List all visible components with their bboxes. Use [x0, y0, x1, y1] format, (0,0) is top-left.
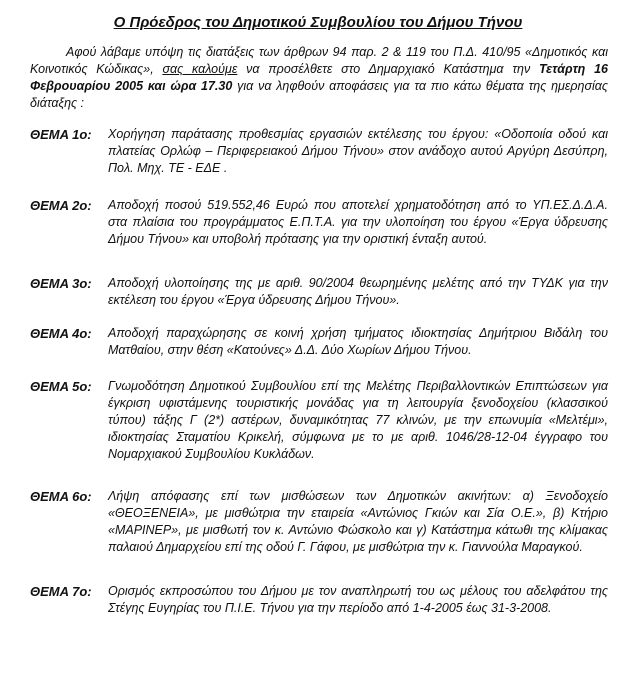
agenda-item-label: ΘΕΜΑ 2ο:	[30, 198, 92, 213]
intro-text-3: για να ληφθούν αποφάσεις για τα πιο κάτω θέματα της ημερησίας διάταξης :	[30, 79, 608, 110]
agenda-item-text: Γνωμοδότηση Δημοτικού Συμβουλίου επί της Μελέτης Περιβαλλοντικών Επιπτώσεων για έγκριση υφιστάμενης τουριστικής μονάδας για τη λειτουργία ξενοδοχείου (κλασσικού τύπου) τάξης Γ (2*) αστέρων, δυναμικότητας 77 κλινών, με την επωνυμία «Μελτέμι», ιδιοκτησίας Σταματίου Κρικελή, σύμφωνα με το με αριθ. 1046/28-12-04 έγγραφο του Νομαρχιακού Συμβουλίου Κυκλάδων.	[108, 379, 608, 461]
invite-phrase: σας καλούμε	[162, 62, 238, 76]
intro-paragraph	[30, 44, 608, 112]
agenda-item-2	[30, 197, 608, 248]
agenda-item-label: ΘΕΜΑ 7ο:	[30, 584, 92, 599]
intro-text-1: Αφού λάβαμε υπόψη τις διατάξεις των άρθρων 94 παρ. 2 & 119 του Π.Δ. 410/95 «Δημοτικός και Κοινοτικός Κώδικας»,	[30, 45, 608, 76]
agenda-item-label: ΘΕΜΑ 3ο:	[30, 276, 92, 291]
agenda-item-1	[30, 126, 608, 177]
agenda-item-label: ΘΕΜΑ 1ο:	[30, 127, 92, 142]
agenda-item-5	[30, 378, 608, 463]
agenda-item-text: Αποδοχή υλοποίησης της με αριθ. 90/2004 θεωρημένης μελέτης από την ΤΥΔΚ για την εκτέλεση του έργου «Έργα ύδρευσης Δήμου Τήνου».	[108, 276, 608, 307]
agenda-item-label: ΘΕΜΑ 5ο:	[30, 379, 92, 394]
agenda-item-7	[30, 583, 608, 617]
agenda-item-text: Αποδοχή παραχώρησης σε κοινή χρήση τμήματος ιδιοκτησίας Δημήτριου Βιδάλη του Ματθαίου, στην θέση «Κατούνες» Δ.Δ. Δύο Χωρίων Δήμου Τήνου.	[108, 326, 608, 357]
agenda-item-text: Χορήγηση παράτασης προθεσμίας εργασιών εκτέλεσης του έργου: «Οδοποιία οδού και πλατείας Ορλώφ – Περιφερειακού Δήμου Τήνου» στον ανάδοχο αυτού Αργύρη Δεσύπρη, Πολ. Μηχ. ΤΕ - ΕΔΕ .	[108, 127, 608, 175]
agenda-item-6	[30, 488, 608, 556]
agenda-item-text: Ορισμός εκπροσώπου του Δήμου με τον αναπληρωτή του ως μέλους του αδελφάτου της Στέγης Ευγηρίας του Π.Ι.Ε. Τήνου για την περίοδο από 1-4-2005 έως 31-3-2008.	[108, 584, 608, 615]
page-title: Ο Πρόεδρος του Δημοτικού Συμβουλίου του Δήμου Τήνου	[113, 14, 523, 31]
agenda-item-3	[30, 275, 608, 309]
agenda-item-4	[30, 325, 608, 359]
agenda-item-label: ΘΕΜΑ 4ο:	[30, 326, 92, 341]
meeting-date: Τετάρτη 16 Φεβρουαρίου 2005 και ώρα 17.30	[30, 62, 608, 93]
agenda-item-label: ΘΕΜΑ 6ο:	[30, 489, 92, 504]
intro-text-2: να προσέλθετε στο Δημαρχιακό Κατάστημα την	[246, 62, 539, 76]
agenda-item-text: Λήψη απόφασης επί των μισθώσεων των Δημοτικών ακινήτων: α) Ξενοδοχείο «ΘΕΟΞΕΝΕΙΑ», με μισθώτρια την εταιρεία «Αντώνιος Γκιών και Σία Ο.Ε.», β) Κτήριο «ΜΑΡΙΝΕΡ», με μισθωτή τον κ. Αντώνιο Φώσκολο και γ) Κατάστημα κάτωθι της κλίμακας παλαιού Δημαρχείου επί της οδού Γ. Γάφου, με μισθώτρια την κ. Γιαννούλα Μαραγκού.	[108, 489, 608, 554]
agenda-item-text: Αποδοχή ποσού 519.552,46 Ευρώ που αποτελεί χρηματοδότηση από το ΥΠ.ΕΣ.Δ.Δ.Α. στα πλαίσια του προγράμματος Ε.Π.Τ.Α. για την υλοποίηση του έργου «Έργα ύδρευσης Δήμου Τήνου» και υποβολή πρότασης για την οριστική ένταξη αυτού.	[108, 198, 608, 246]
